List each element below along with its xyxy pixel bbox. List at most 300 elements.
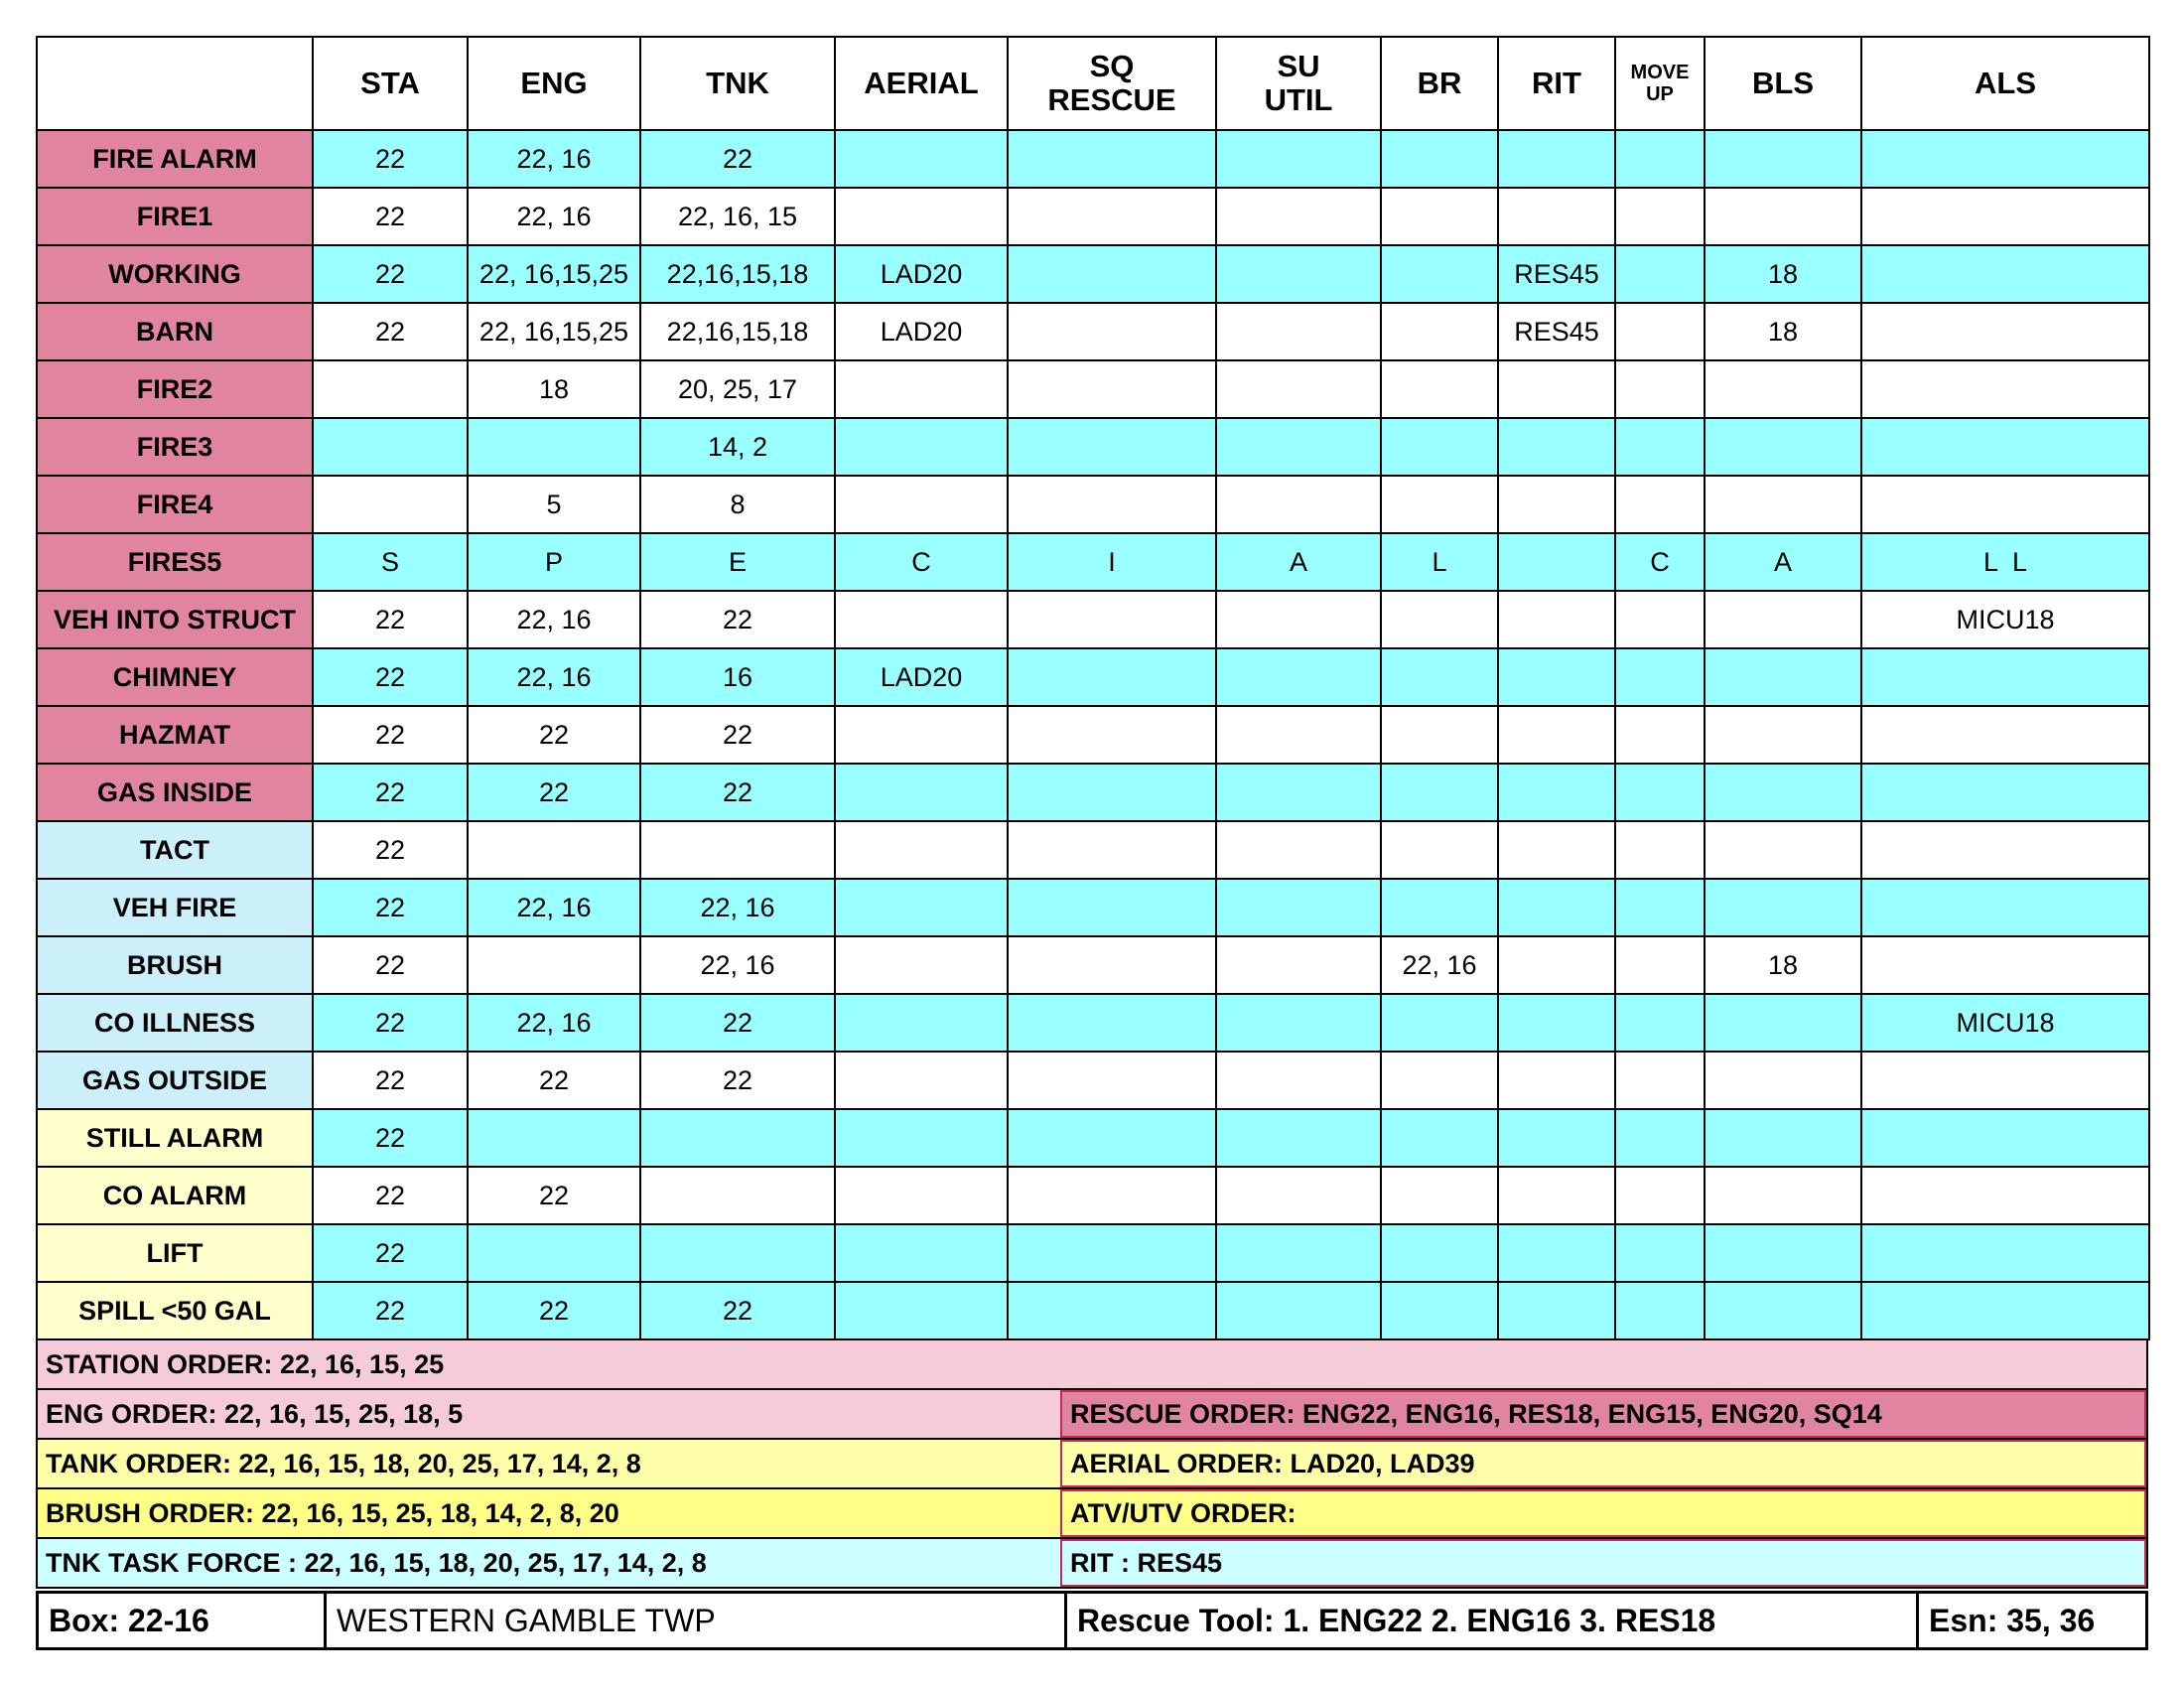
table-cell [1008,1167,1216,1224]
table-cell: 18 [1705,936,1861,994]
table-cell: 22, 16 [640,879,835,936]
table-cell: I [1008,533,1216,591]
table-cell: LAD20 [835,245,1008,303]
table-cell [1008,821,1216,879]
table-cell: 22, 16 [468,648,640,706]
table-cell: 22, 16 [468,879,640,936]
row-label: BRUSH [37,936,313,994]
row-label: VEH FIRE [37,879,313,936]
table-cell [1861,1167,2149,1224]
table-cell [1008,1109,1216,1167]
table-cell [1615,821,1705,879]
table-row [37,533,2149,591]
table-row [37,648,2149,706]
table-row [37,936,2149,994]
table-cell [1216,764,1381,821]
table-cell [468,821,640,879]
table-cell [1498,648,1615,706]
table-cell: 22 [313,1224,468,1282]
table-cell [1498,764,1615,821]
table-cell: L [1381,533,1498,591]
footer [36,1591,2148,1650]
table-cell [1705,706,1861,764]
table-cell: 22 [640,764,835,821]
table-cell [1381,476,1498,533]
table-cell [1615,303,1705,360]
table-cell: P [468,533,640,591]
table-cell [1615,879,1705,936]
table-cell [1498,1224,1615,1282]
table-cell [1216,994,1381,1052]
table-cell: L L [1861,533,2149,591]
table-row [37,591,2149,648]
table-cell [1705,764,1861,821]
orders-row-1 [36,1340,2148,1390]
table-cell: C [1615,533,1705,591]
tank-order: TANK ORDER: 22, 16, 15, 18, 20, 25, 17, 14, 2, 8 [38,1440,1060,1487]
table-cell: 22 [313,245,468,303]
table-cell [468,418,640,476]
row-label: FIRE2 [37,360,313,418]
table-cell [1861,821,2149,879]
table-cell [1381,994,1498,1052]
table-cell [1381,1167,1498,1224]
table-cell [1216,1109,1381,1167]
column-header: STA [313,37,468,130]
table-cell [1705,994,1861,1052]
table-cell [1381,245,1498,303]
table-cell [1216,130,1381,188]
run-card-sheet [36,36,2148,1650]
table-cell [1861,936,2149,994]
table-cell: MICU18 [1861,994,2149,1052]
orders-row-3 [36,1440,2148,1489]
table-cell [1615,591,1705,648]
table-cell: 22 [313,648,468,706]
table-cell: 22 [313,1052,468,1109]
table-cell [835,130,1008,188]
header-row [37,37,2149,130]
table-cell [1861,1282,2149,1339]
table-cell [1498,188,1615,245]
table-cell [1705,360,1861,418]
table-cell [1861,418,2149,476]
column-header: ALS [1861,37,2149,130]
table-cell [1008,1282,1216,1339]
table-cell [1498,130,1615,188]
aerial-order: AERIAL ORDER: LAD20, LAD39 [1060,1440,2146,1487]
grid-header [37,37,2149,130]
orders-section [36,1340,2148,1589]
row-label: CHIMNEY [37,648,313,706]
table-cell [1705,1167,1861,1224]
table-cell [1381,821,1498,879]
table-cell: 22 [313,994,468,1052]
table-cell [1615,1224,1705,1282]
table-cell [1498,1109,1615,1167]
table-cell [835,476,1008,533]
table-cell [1615,706,1705,764]
table-cell [1008,418,1216,476]
table-cell [1381,879,1498,936]
row-label: FIRE3 [37,418,313,476]
table-row [37,418,2149,476]
brush-order: BRUSH ORDER: 22, 16, 15, 25, 18, 14, 2, 8, 20 [38,1489,1060,1537]
column-header: SU UTIL [1216,37,1381,130]
row-label: LIFT [37,1224,313,1282]
table-cell [1216,476,1381,533]
table-cell: 22 [313,303,468,360]
table-cell: A [1216,533,1381,591]
table-cell [835,1224,1008,1282]
table-cell [468,1224,640,1282]
table-cell: 22, 16, 15 [640,188,835,245]
column-header: RIT [1498,37,1615,130]
table-cell [1381,591,1498,648]
table-cell [835,188,1008,245]
table-cell [1705,1109,1861,1167]
row-label: GAS INSIDE [37,764,313,821]
table-cell [835,360,1008,418]
orders-row-4 [36,1489,2148,1539]
table-row [37,764,2149,821]
row-label: STILL ALARM [37,1109,313,1167]
table-cell [1216,936,1381,994]
table-cell [313,418,468,476]
table-cell: 22 [640,130,835,188]
table-cell [1216,188,1381,245]
table-cell [1381,1109,1498,1167]
table-cell: A [1705,533,1861,591]
table-row [37,994,2149,1052]
table-cell [1381,130,1498,188]
table-cell: 22 [313,936,468,994]
table-cell [1216,360,1381,418]
row-label: CO ALARM [37,1167,313,1224]
table-cell: 18 [468,360,640,418]
table-cell: 22, 16 [468,130,640,188]
table-cell [835,764,1008,821]
table-cell [1498,591,1615,648]
table-cell [1705,591,1861,648]
table-cell [1381,706,1498,764]
table-cell: 22, 16 [1381,936,1498,994]
table-cell [1705,648,1861,706]
table-row [37,188,2149,245]
table-cell: 22 [468,706,640,764]
table-cell: 22 [640,1052,835,1109]
table-cell [1008,706,1216,764]
box-number: Box: 22-16 [39,1594,327,1647]
table-cell [1381,1224,1498,1282]
table-cell [1008,130,1216,188]
table-cell: LAD20 [835,648,1008,706]
table-cell [835,1282,1008,1339]
table-cell: 18 [1705,303,1861,360]
table-cell [1498,418,1615,476]
table-cell [1216,1052,1381,1109]
table-cell [1498,1282,1615,1339]
table-row [37,1282,2149,1339]
row-label: FIRE ALARM [37,130,313,188]
table-cell [1861,1109,2149,1167]
table-cell [1498,706,1615,764]
table-cell [1861,706,2149,764]
table-cell: 22 [313,706,468,764]
orders-row-2 [36,1390,2148,1440]
table-row [37,245,2149,303]
table-cell: RES45 [1498,303,1615,360]
table-cell [1615,764,1705,821]
table-cell [1615,1109,1705,1167]
table-cell: MICU18 [1861,591,2149,648]
table-cell [468,936,640,994]
table-cell: 22, 16 [468,591,640,648]
row-label: FIRES5 [37,533,313,591]
table-cell [1615,245,1705,303]
row-label: HAZMAT [37,706,313,764]
table-cell [1861,648,2149,706]
table-row [37,1109,2149,1167]
table-cell: 22, 16 [468,188,640,245]
row-label: GAS OUTSIDE [37,1052,313,1109]
esn: Esn: 35, 36 [1929,1602,2096,1638]
table-cell [835,821,1008,879]
table-cell [1381,1282,1498,1339]
table-cell [1216,879,1381,936]
rescue-order: RESCUE ORDER: ENG22, ENG16, RES18, ENG15, ENG20, SQ14 [1060,1390,2146,1438]
table-cell [640,1224,835,1282]
column-header: TNK [640,37,835,130]
table-cell: 22 [313,1109,468,1167]
table-cell [1498,360,1615,418]
table-cell: 22 [468,1282,640,1339]
table-cell [1705,1052,1861,1109]
table-cell [1615,1282,1705,1339]
table-cell: 22,16,15,18 [640,245,835,303]
table-cell [1861,130,2149,188]
table-cell [1705,130,1861,188]
table-cell: 22, 16 [468,994,640,1052]
table-cell [1498,1167,1615,1224]
table-cell [1216,591,1381,648]
table-cell [313,360,468,418]
table-row [37,821,2149,879]
table-cell [1381,764,1498,821]
row-label: BARN [37,303,313,360]
table-cell [1216,821,1381,879]
rescue-tool: Rescue Tool: 1. ENG22 2. ENG16 3. RES18 [1067,1594,1919,1647]
table-cell [1008,476,1216,533]
table-cell: 22,16,15,18 [640,303,835,360]
table-cell [1498,1052,1615,1109]
table-cell [1008,648,1216,706]
table-cell [1861,360,2149,418]
table-cell [640,1167,835,1224]
table-cell [1861,476,2149,533]
table-cell: 22, 16,15,25 [468,245,640,303]
column-header: BLS [1705,37,1861,130]
table-cell [1216,1282,1381,1339]
table-cell [1216,1167,1381,1224]
table-cell: 22 [313,821,468,879]
response-grid [36,36,2150,1340]
table-cell: 22 [313,1167,468,1224]
table-cell [1615,188,1705,245]
table-cell [835,994,1008,1052]
table-row [37,879,2149,936]
table-cell [1705,188,1861,245]
table-cell [1381,648,1498,706]
table-cell: 22 [313,130,468,188]
row-label: FIRE1 [37,188,313,245]
table-cell: 16 [640,648,835,706]
rit-order: RIT : RES45 [1060,1539,2146,1587]
column-header: MOVE UP [1615,37,1705,130]
orders-row-5 [36,1539,2148,1589]
table-cell [1498,936,1615,994]
table-cell [1705,476,1861,533]
table-cell [1008,764,1216,821]
table-cell: C [835,533,1008,591]
table-cell [313,476,468,533]
table-cell: RES45 [1498,245,1615,303]
table-cell [1008,303,1216,360]
table-cell: LAD20 [835,303,1008,360]
row-label: VEH INTO STRUCT [37,591,313,648]
row-label: FIRE4 [37,476,313,533]
table-cell [1498,476,1615,533]
table-cell: 22 [640,591,835,648]
table-cell [1008,879,1216,936]
table-cell [1705,418,1861,476]
table-row [37,1167,2149,1224]
table-cell [1861,764,2149,821]
table-cell: 22 [468,1052,640,1109]
table-cell: 22 [640,994,835,1052]
table-cell [1615,130,1705,188]
table-cell: 22 [640,1282,835,1339]
column-header: ENG [468,37,640,130]
table-cell [1381,188,1498,245]
table-cell [1216,303,1381,360]
area-name: WESTERN GAMBLE TWP [327,1594,1067,1647]
table-cell [1498,533,1615,591]
table-row [37,360,2149,418]
table-cell: E [640,533,835,591]
table-cell [1615,360,1705,418]
column-header: AERIAL [835,37,1008,130]
table-cell: 5 [468,476,640,533]
table-cell: S [313,533,468,591]
table-cell [835,879,1008,936]
table-cell [1008,1224,1216,1282]
table-cell [1008,936,1216,994]
table-cell [1861,1224,2149,1282]
table-cell [1008,245,1216,303]
table-cell [1861,245,2149,303]
table-cell [1008,591,1216,648]
table-cell [640,1109,835,1167]
table-cell [1615,418,1705,476]
table-row [37,303,2149,360]
table-cell [1498,879,1615,936]
table-cell [1615,994,1705,1052]
table-cell: 18 [1705,245,1861,303]
table-cell [835,1052,1008,1109]
station-order: STATION ORDER: 22, 16, 15, 25 [38,1340,2146,1388]
atv-utv-order: ATV/UTV ORDER: [1060,1489,2146,1537]
table-cell [1615,1167,1705,1224]
table-row [37,1224,2149,1282]
table-cell: 22 [313,764,468,821]
table-cell [835,1167,1008,1224]
table-row [37,1052,2149,1109]
row-label: CO ILLNESS [37,994,313,1052]
column-header: SQ RESCUE [1008,37,1216,130]
table-cell [1861,188,2149,245]
table-cell: 22, 16 [640,936,835,994]
column-header [37,37,313,130]
table-cell: 20, 25, 17 [640,360,835,418]
table-cell: 8 [640,476,835,533]
table-cell: 22 [468,764,640,821]
row-label: TACT [37,821,313,879]
table-cell [468,1109,640,1167]
table-cell [1861,1052,2149,1109]
table-cell [1381,1052,1498,1109]
eng-order: ENG ORDER: 22, 16, 15, 25, 18, 5 [38,1390,1060,1438]
table-cell [1705,821,1861,879]
table-cell: 22, 16,15,25 [468,303,640,360]
table-cell [1216,1224,1381,1282]
table-cell [1216,245,1381,303]
row-label: WORKING [37,245,313,303]
table-cell [1216,706,1381,764]
table-cell: 22 [313,879,468,936]
table-cell [1008,994,1216,1052]
table-cell [1381,418,1498,476]
table-cell [1008,188,1216,245]
table-row [37,130,2149,188]
table-cell [1615,1052,1705,1109]
table-cell [1705,879,1861,936]
table-cell [1498,821,1615,879]
table-cell [1008,360,1216,418]
tnk-task-force: TNK TASK FORCE : 22, 16, 15, 18, 20, 25, 17, 14, 2, 8 [38,1539,1060,1587]
table-cell [1381,360,1498,418]
table-cell [1008,1052,1216,1109]
table-cell [1381,303,1498,360]
table-cell [1705,1282,1861,1339]
grid-body [37,130,2149,1339]
table-cell [1861,879,2149,936]
table-cell [1615,648,1705,706]
table-cell [640,821,835,879]
table-cell [1216,648,1381,706]
table-row [37,476,2149,533]
table-cell [1498,994,1615,1052]
column-header: BR [1381,37,1498,130]
table-cell [835,706,1008,764]
table-cell [1861,303,2149,360]
table-row [37,706,2149,764]
table-cell: 22 [313,1282,468,1339]
table-cell: 22 [313,591,468,648]
table-cell: 22 [640,706,835,764]
table-cell [1705,1224,1861,1282]
row-label: SPILL <50 GAL [37,1282,313,1339]
